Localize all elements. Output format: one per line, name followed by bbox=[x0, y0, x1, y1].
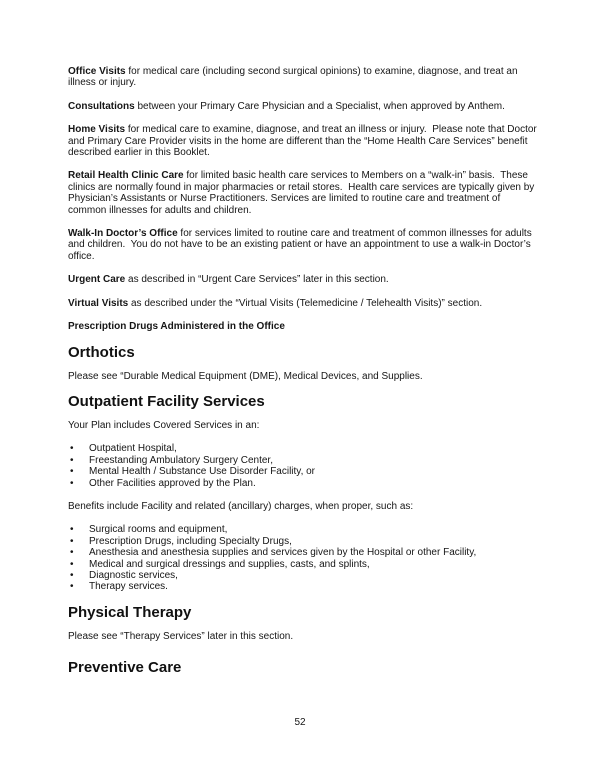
paragraph-retail-health-clinic bbox=[68, 170, 540, 216]
paragraph-home-visits bbox=[68, 124, 540, 158]
paragraph-text: as described under the “Virtual Visits (Telemedicine / Telehealth Visits)” section. bbox=[128, 297, 483, 309]
list-item bbox=[68, 547, 540, 558]
benefits-list bbox=[68, 524, 540, 592]
bullet-icon: • bbox=[70, 581, 74, 593]
paragraph-text: between your Primary Care Physician and a Specialist, when approved by Anthem. bbox=[134, 100, 505, 112]
paragraph-physical-therapy-note: Please see “Therapy Services” later in this section. bbox=[68, 630, 294, 642]
list-item-text: Therapy services. bbox=[89, 581, 168, 593]
list-item bbox=[68, 466, 540, 477]
list-item bbox=[68, 581, 540, 592]
paragraph-lead: Consultations bbox=[68, 100, 135, 112]
section-heading-preventive-care: Preventive Care bbox=[68, 659, 182, 677]
list-item bbox=[68, 559, 540, 570]
paragraph-office-visits bbox=[68, 66, 540, 89]
paragraph-lead: Walk-In Doctor’s Office bbox=[68, 228, 178, 240]
list-item-text: Anesthesia and anesthesia supplies and services given by the Hospital or other Facility, bbox=[89, 547, 477, 559]
section-heading-physical-therapy: Physical Therapy bbox=[68, 603, 192, 621]
list-item-text: Diagnostic services, bbox=[89, 569, 178, 581]
paragraph-text: as described in “Urgent Care Services” later in this section. bbox=[125, 274, 389, 286]
bullet-icon: • bbox=[70, 547, 74, 559]
paragraph-virtual-visits bbox=[68, 298, 540, 309]
paragraph-text: for medical care (including second surgical opinions) to examine, diagnose, and treat an illness or injury. bbox=[68, 66, 521, 89]
paragraph-lead: Prescription Drugs Administered in the Office bbox=[68, 321, 285, 333]
list-item bbox=[68, 536, 540, 547]
paragraph-benefits-intro: Benefits include Facility and related (ancillary) charges, when proper, such as: bbox=[68, 500, 414, 512]
list-item bbox=[68, 455, 540, 466]
list-item-text: Medical and surgical dressings and supplies, casts, and splints, bbox=[89, 558, 370, 570]
section-heading-orthotics: Orthotics bbox=[68, 343, 135, 361]
bullet-icon: • bbox=[70, 569, 74, 581]
list-item-text: Prescription Drugs, including Specialty Drugs, bbox=[89, 535, 292, 547]
paragraph-urgent-care bbox=[68, 274, 540, 285]
paragraph-prescription-drugs-office bbox=[68, 321, 540, 332]
paragraph-text: for services limited to routine care and treatment of common illnesses for adults and children. You do not have to be an existing patient or have an appointment to use a walk-in Doctor’s office. bbox=[68, 228, 535, 262]
bullet-icon: • bbox=[70, 535, 74, 547]
bullet-icon: • bbox=[70, 524, 74, 536]
list-item-text: Freestanding Ambulatory Surgery Center, bbox=[89, 454, 273, 466]
paragraph-lead: Retail Health Clinic Care bbox=[68, 170, 184, 182]
list-item-text: Outpatient Hospital, bbox=[89, 443, 177, 455]
list-item-text: Mental Health / Substance Use Disorder Facility, or bbox=[89, 466, 316, 478]
paragraph-text: for medical care to examine, diagnose, and treat an illness or injury. Please note that Doctor and Primary Care Provider visits in the home are different than the “Home Health Care Services” benefit described earlier in this Booklet. bbox=[68, 124, 540, 159]
document-content bbox=[68, 66, 540, 686]
paragraph-lead: Office Visits bbox=[68, 66, 126, 77]
bullet-icon: • bbox=[70, 466, 74, 478]
bullet-icon: • bbox=[70, 558, 74, 570]
bullet-icon: • bbox=[70, 454, 74, 466]
bullet-icon: • bbox=[70, 443, 74, 455]
section-heading-outpatient-facility-services: Outpatient Facility Services bbox=[68, 392, 265, 410]
list-item-text: Surgical rooms and equipment, bbox=[89, 524, 228, 536]
list-item-text: Other Facilities approved by the Plan. bbox=[89, 477, 256, 489]
paragraph-consultations bbox=[68, 101, 540, 112]
page-number: 52 bbox=[294, 717, 306, 728]
paragraph-lead: Urgent Care bbox=[68, 274, 126, 286]
bullet-icon: • bbox=[70, 477, 74, 489]
paragraph-lead: Home Visits bbox=[68, 124, 126, 136]
list-item bbox=[68, 524, 540, 535]
list-item bbox=[68, 570, 540, 581]
paragraph-walk-in-doctors-office bbox=[68, 228, 540, 262]
list-item bbox=[68, 443, 540, 454]
paragraph-outpatient-intro: Your Plan includes Covered Services in an: bbox=[68, 419, 260, 431]
paragraph-lead: Virtual Visits bbox=[68, 297, 129, 309]
facilities-list bbox=[68, 443, 540, 489]
paragraph-text: for limited basic health care services to Members on a “walk-in” basis. These clinics are normally found in major pharmacies or retail stores. Health care services are typically given by Physician’s Assistants or Nurse Practitioners. Services are limited to routine care and treatment of common illnesses for adults and children. bbox=[68, 170, 538, 216]
paragraph-orthotics-note: Please see “Durable Medical Equipment (DME), Medical Devices, and Supplies. bbox=[68, 370, 423, 382]
list-item bbox=[68, 478, 540, 489]
